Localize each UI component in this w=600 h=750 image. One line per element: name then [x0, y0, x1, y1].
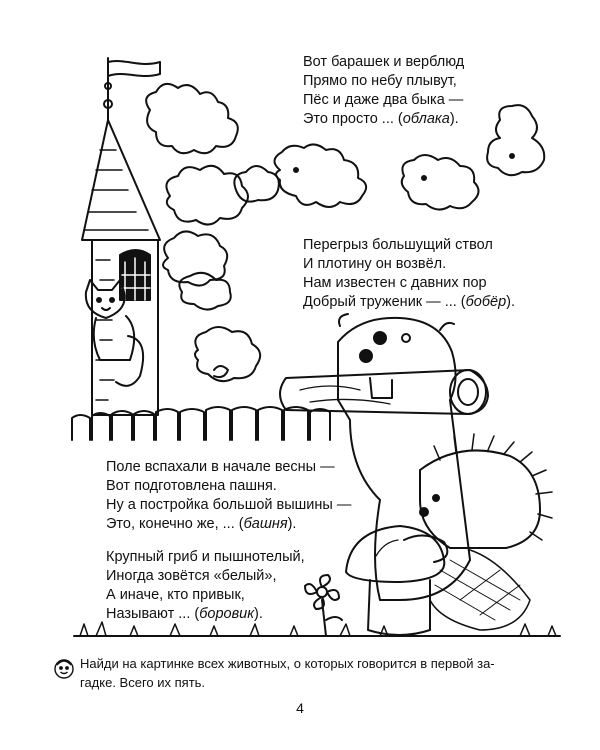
poem-line-suffix: ).: [287, 516, 297, 532]
poem-line: И плотину он возвёл.: [303, 256, 447, 272]
task-line: гадке. Всего их пять.: [80, 675, 206, 690]
poem-line: Перегрыз большущий ствол: [303, 237, 493, 253]
poem-beaver: [303, 236, 515, 312]
task-line: Найди на картинке всех животных, о которых говорится в первой за-: [80, 656, 495, 671]
cloud-camel-icon: [146, 84, 238, 153]
cloud-bull-icon: [274, 144, 366, 207]
poem-line: Крупный гриб и пышнотелый,: [106, 549, 305, 565]
log-icon: [280, 370, 488, 414]
page-number: 4: [296, 700, 304, 716]
task-instruction: [80, 654, 540, 692]
poem-line: Вот подготовлена пашня.: [106, 478, 277, 494]
tower-icon: [92, 240, 158, 415]
poem-line: Пёс и даже два быка —: [303, 92, 464, 108]
poem-line-prefix: Это, конечно же, ... (: [106, 516, 244, 532]
beaver-icon: [338, 314, 530, 630]
poem-tower: [106, 458, 351, 534]
poem-mushroom: [106, 548, 305, 624]
poem-line: Нам известен с давних пор: [303, 275, 487, 291]
poem-line-suffix: ).: [254, 606, 263, 622]
riddle-answer: бобёр: [465, 294, 507, 310]
mushroom-icon: [346, 526, 444, 635]
poem-line: Прямо по небу плывут,: [303, 73, 457, 89]
poem-last-line: [303, 293, 515, 312]
poem-last-line: [106, 515, 351, 534]
hedgehog-icon: [404, 434, 552, 562]
child-face-icon: [52, 656, 76, 680]
cloud-dog-icon: [163, 231, 231, 309]
poem-clouds: [303, 53, 464, 129]
poem-last-line: [106, 605, 305, 624]
poem-line: А иначе, кто привык,: [106, 587, 245, 603]
poem-line: Вот барашек и верблюд: [303, 54, 465, 70]
riddle-answer: боровик: [199, 606, 255, 622]
riddle-answer: облака: [402, 111, 450, 127]
poem-line: Поле вспахали в начале весны —: [106, 459, 335, 475]
cloud-sheep-icon: [166, 166, 278, 225]
poem-line: Иногда зовётся «белый»,: [106, 568, 277, 584]
poem-line-prefix: Добрый труженик — ... (: [303, 294, 466, 310]
poem-last-line: [303, 110, 464, 129]
cloud-bull2-icon: [402, 155, 479, 210]
poem-line-prefix: Называют ... (: [106, 606, 200, 622]
flower-icon: [305, 575, 342, 636]
cloud-bird-icon: [487, 105, 544, 175]
tower-roof-icon: [82, 120, 160, 240]
riddle-answer: башня: [243, 516, 288, 532]
wooden-fence-icon: [72, 407, 330, 440]
poem-line-prefix: Это просто ... (: [303, 111, 403, 127]
poem-line: Ну а постройка большой вышины —: [106, 497, 352, 513]
poem-line-suffix: ).: [449, 111, 459, 127]
flag-icon: [104, 58, 160, 120]
cloud-small-icon: [195, 327, 260, 381]
poem-line-suffix: ).: [506, 294, 516, 310]
